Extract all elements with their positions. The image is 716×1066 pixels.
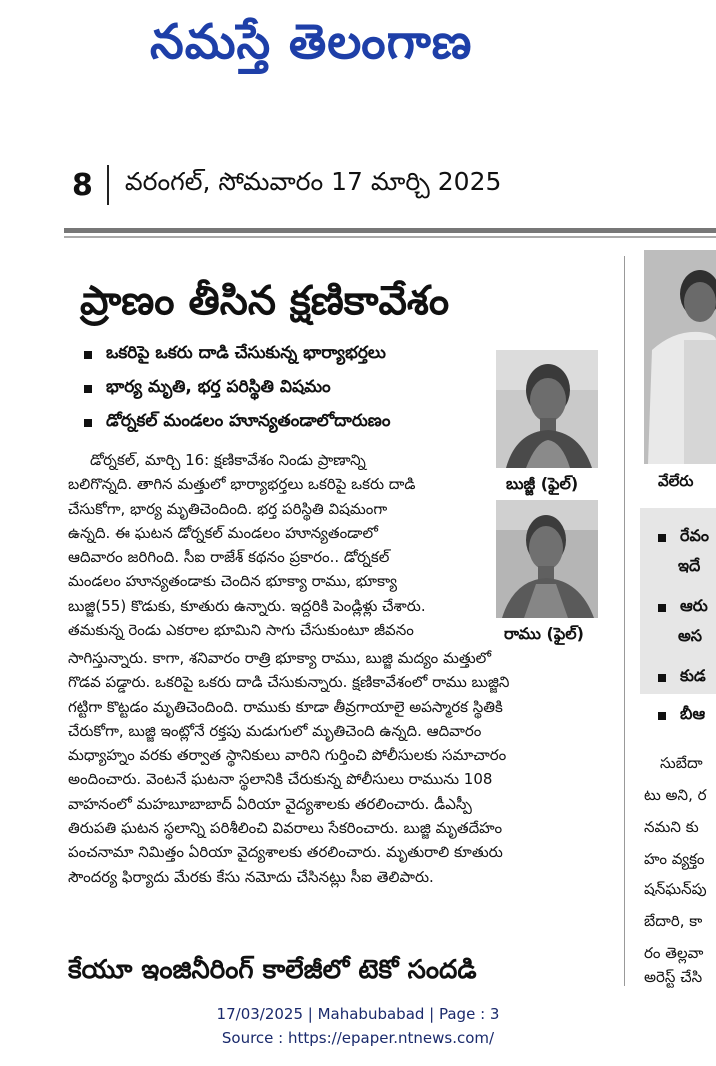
body-line: బలిగొన్నది. తాగిన మత్తులో భార్యాభర్తలు ఒకరిపై ఒకరు దాడి (68, 475, 416, 494)
body-line: మండలం హూన్యతండాకు చెందిన భూక్యా రాము, భూక్యా (68, 572, 398, 591)
right-bullet-continuation: ఇదే (678, 556, 701, 575)
right-body-line: హం వ్యక్తం (644, 850, 705, 868)
right-bullet-text: ఆరు (680, 596, 708, 615)
right-bullet-continuation: అస (678, 626, 703, 645)
bullet-square-icon (658, 534, 666, 542)
dateline (72, 160, 501, 210)
photo-caption-woman: బుజ్జీ (ఫైల్) (506, 474, 579, 493)
body-line: పంచనామా నిమిత్తం ఏరియా వైద్యశాలకు తరలించారు. మృతురాలి కూతురు (68, 843, 503, 862)
right-bullet (658, 666, 706, 689)
body-line: అందించారు. వెంటనే ఘటనా స్థలానికి చేరుకున్న పోలీసులు రామును 108 (68, 770, 493, 789)
bullet-square-icon (84, 385, 92, 393)
right-column-caption: వేలేరు (658, 472, 694, 490)
bullet-item (84, 338, 504, 372)
body-line: సౌందర్య ఫిర్యాదు మేరకు కేసు నమోదు చేసినట్లు సీఐ తెలిపారు. (68, 867, 434, 886)
body-line: తమకున్న రెండు ఎకరాల భూమిని సాగు చేసుకుంటూ జీవనం (68, 621, 414, 640)
header-rule-thin (64, 236, 716, 238)
second-headline: కేయూ ఇంజినీరింగ్ కాలేజీలో టెకో సందడి (68, 955, 477, 985)
right-column (640, 250, 716, 990)
bullet-square-icon (84, 419, 92, 427)
right-body-line: షన్‌ఘన్‌పు (644, 880, 707, 898)
bullet-item (84, 406, 504, 440)
body-line: గట్టిగా కొట్టడం మృతిచెందింది. రాముకు కూడా తీవ్రగాయాలై అపస్మారక స్థితికి (68, 697, 503, 716)
right-body-line: టు అని, ర (644, 786, 707, 804)
page-footer (0, 1002, 716, 1050)
body-line: డోర్నకల్, మార్చి 16: క్షణికావేశం నిండు ప్రాణాన్ని (90, 451, 366, 469)
body-line: సాగిస్తున్నారు. కాగా, శనివారం రాత్రి భూక్యా రాము, బుజ్జి మద్యం మత్తులో (68, 649, 492, 667)
page-number: 8 (72, 167, 93, 203)
body-line: ఆదివారం జరిగింది. సీఐ రాజేశ్ కథనం ప్రకారం.. డోర్నకల్ (68, 548, 390, 567)
footer-source-link[interactable]: Source : https://epaper.ntnews.com/ (221, 1029, 495, 1047)
article-body-full (68, 646, 624, 889)
right-bullet (658, 526, 709, 549)
photo-man (496, 500, 598, 618)
right-body-line: నమని కు (644, 818, 699, 836)
dateline-divider (107, 165, 109, 205)
bullet-item (84, 372, 504, 406)
bullet-square-icon (658, 712, 666, 720)
right-body-line: రం తెల్లవా (644, 944, 704, 962)
bullet-square-icon (658, 674, 666, 682)
dateline-text: వరంగల్, సోమవారం 17 మార్చి 2025 (124, 167, 502, 196)
body-line: బుజ్జి(55) కొడుకు, కూతురు ఉన్నారు. ఇద్దరికి పెండ్లిళ్లు చేశారు. (68, 596, 426, 615)
footer-issue-info: 17/03/2025 | Mahabubabad | Page : 3 (216, 1005, 500, 1023)
photo-woman (496, 350, 598, 468)
bullet-square-icon (84, 351, 92, 359)
body-line: చేరుకోగా, బుజ్జి ఇంట్లోనే రక్తపు మడుగులో మృతిచెంది ఉన్నది. ఆదివారం (68, 721, 482, 740)
article-headline: ప్రాణం తీసిన క్షణికావేశం (80, 278, 450, 324)
column-separator (624, 256, 625, 986)
bullet-text: భార్య మృతి, భర్త పరిస్థితి విషమం (106, 377, 331, 397)
right-bullet (658, 596, 708, 619)
right-bullet (658, 704, 705, 727)
right-body-line: అరెస్ట్ చేసి (644, 968, 703, 986)
right-body-line: సుబేదా (660, 754, 703, 772)
body-line: తిరుపతి ఘటన స్థలాన్ని పరిశీలించి వివరాలు సేకరించారు. బుజ్జి మృతదేహం (68, 819, 503, 838)
header-rule (64, 228, 716, 233)
body-line: వాహనంలో మహబూబాబాద్ ఏరియా వైద్యశాలకు తరలించారు. డీఎస్పీ (68, 794, 472, 813)
masthead-logo: నమస్తే తెలంగాణ (150, 14, 473, 70)
article-body-narrow (68, 448, 486, 642)
right-bullet-text: రేవం (680, 526, 709, 545)
body-line: ఉన్నది. ఈ ఘటన డోర్నకల్ మండలం హూన్యతండాలో (68, 523, 378, 542)
article-bullets (84, 338, 504, 440)
body-line: గొడవ పడ్డారు. ఒకరిపై ఒకరు దాడి చేసుకున్నారు. క్షణికావేశంలో రాము బుజ్జిని (68, 673, 510, 692)
right-body-line: బేదారి, కా (644, 912, 703, 930)
photo-caption-man: రాము (ఫైల్) (504, 624, 584, 643)
right-bullet-text: కుడ (680, 666, 706, 685)
body-line: మధ్యాహ్నం వరకు తర్వాత స్థానికులు వారిని గుర్తించి పోలీసులకు సమాచారం (68, 746, 507, 765)
bullet-square-icon (658, 604, 666, 612)
right-column-photo (644, 250, 716, 464)
body-line: చేసుకోగా, భార్య మృతిచెందింది. భర్త పరిస్థితి విషమంగా (68, 499, 388, 518)
right-bullet-text: బీఆ (680, 704, 706, 723)
bullet-text: ఒకరిపై ఒకరు దాడి చేసుకున్న భార్యాభర్తలు (106, 343, 386, 363)
bullet-text: డోర్నకల్ మండలం హూన్యతండాలోదారుణం (106, 411, 391, 431)
